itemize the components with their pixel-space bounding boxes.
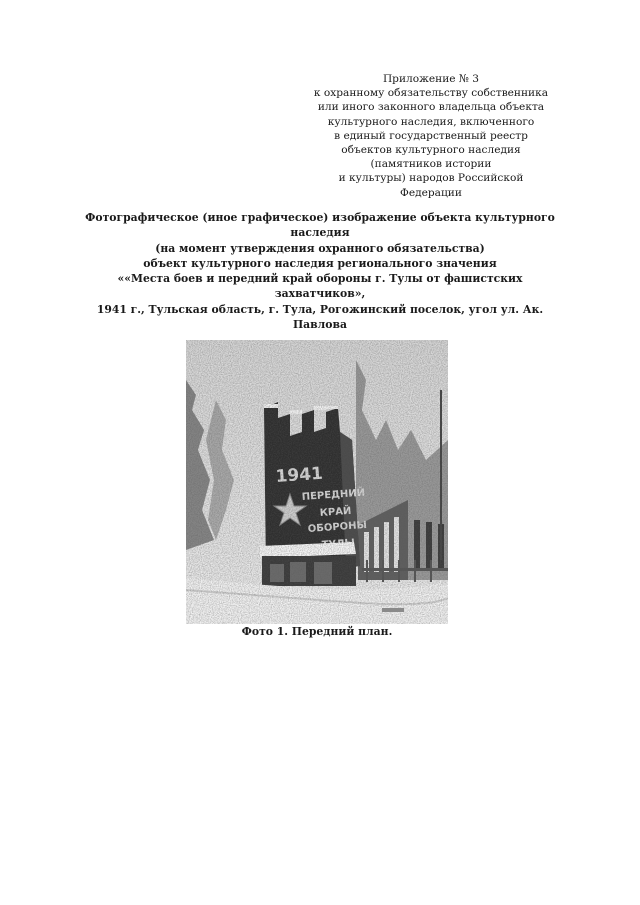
title-line: 1941 г., Тульская область, г. Тула, Рогожинский поселок, угол ул. Ак. xyxy=(96,302,544,316)
appendix-line: Приложение № 3 xyxy=(382,73,480,85)
appendix-line: (памятников истории xyxy=(370,158,492,171)
ground-plaque xyxy=(382,608,404,612)
monument-photo xyxy=(186,340,448,624)
appendix-line: и культуры) народов Российской xyxy=(338,172,524,185)
appendix-line: к охранному обязательству собственника xyxy=(313,87,549,100)
appendix-line: объектов культурного наследия xyxy=(341,144,521,157)
title-line: Павлова xyxy=(292,318,347,332)
title-line: объект культурного наследия регионального значения xyxy=(143,256,497,270)
title-line: захватчиков», xyxy=(274,287,366,301)
title-line: ««Места боев и передний край обороны г. Тулы от фашистских xyxy=(117,272,523,286)
appendix-line: Федерации xyxy=(400,186,462,199)
appendix-header xyxy=(300,72,562,200)
appendix-line: или иного законного владельца объекта xyxy=(317,101,545,114)
title-line: (на момент утверждения охранного обязательства) xyxy=(155,241,485,255)
appendix-line: культурного наследия, включенного xyxy=(327,115,535,128)
title-line: наследия xyxy=(290,226,350,240)
photo-caption: Фото 1. Передний план. xyxy=(241,625,393,638)
document-title xyxy=(70,210,570,332)
appendix-line: в единый государственный реестр xyxy=(334,129,528,142)
title-line: Фотографическое (иное графическое) изображение объекта культурного xyxy=(85,211,555,224)
